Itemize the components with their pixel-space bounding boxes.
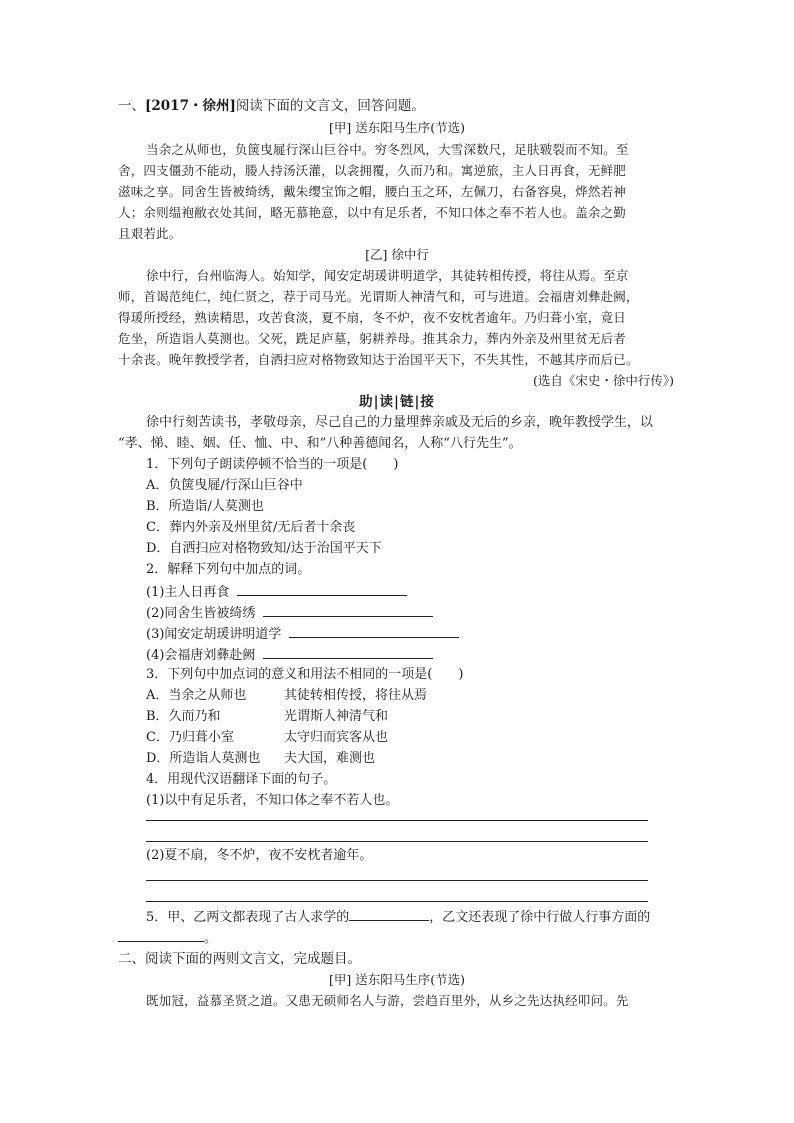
section-number: 一、 (118, 98, 145, 114)
answer-blank[interactable] (237, 581, 407, 596)
question-1-option-d: D．自洒扫应对格物致知/达于治国平天下 (146, 541, 382, 556)
question-2-item: (3)闻安定胡瑗讲明道学 (146, 623, 459, 645)
section-instruction: 阅读下面的文言文，回答问题。 (235, 98, 425, 114)
text-b-line: 徐中行，台州临海人。始知学，闻安定胡瑗讲明道学，其徒转相传授，将往从焉。至京 (146, 268, 629, 283)
question-5-continuation: 。 (118, 927, 217, 949)
text-a-line: 舍，四支僵劲不能动，媵人持汤沃灌，以衾拥覆，久而乃和。寓逆旅，主人日再食，无鲜肥 (118, 163, 627, 178)
reading-link-title: 助|读|链|接 (359, 394, 435, 410)
text-a-line: 滋味之享。同舍生皆被绮绣，戴朱缨宝饰之帽，腰白玉之环，左佩刀，右备容臭，烨然若神 (118, 184, 627, 199)
text-a-line: 当余之从师也，负箧曳屣行深山巨谷中。穷冬烈风，大雪深数尺，足肤皲裂而不知。至 (146, 142, 629, 157)
question-3-stem: 3．下列句中加点词的意义和用法不相同的一项是( ) (146, 667, 464, 682)
question-1-option-b: B．所造诣/人莫测也 (146, 499, 264, 514)
reading-link-line: 徐中行刻苦读书，孝敬母亲，尽己自己的力量埋葬亲戚及无后的乡亲，晚年教授学生，以 (146, 415, 654, 430)
section2-heading: 二、阅读下面的两则文言文，完成题目。 (118, 951, 361, 967)
reading-link-line: “孝、悌、睦、姻、任、恤、中、和”八种善德闻名，人称“八行先生”。 (118, 436, 522, 451)
answer-line[interactable] (146, 820, 648, 821)
question-2-item: (2)同舍生皆被绮绣 (146, 602, 433, 624)
question-2-item: (1)主人日再食 (146, 581, 407, 603)
question-4-sentence-2: (2)夏不扇，冬不炉，夜不安枕者逾年。 (146, 848, 373, 863)
text-b-line: 师，首谒范纯仁，纯仁贤之，荐于司马光。光谓斯人神清气和，可与进道。会福唐刘彝赴阙， (118, 289, 639, 304)
answer-blank[interactable] (349, 906, 429, 921)
answer-blank[interactable] (263, 644, 433, 659)
document-page: 一、[2017・徐州]阅读下面的文言文，回答问题。 [甲] 送东阳马生序(节选) 当余之从师也，负箧曳屣行深山巨谷中。穷冬烈风，大雪深数尺，足肤皲裂而不知。至 舍，四支僵劲不能动，媵人持汤沃灌，以衾拥覆，久而乃和。寓逆旅，主人日再食，无鲜肥 滋味之享。同舍生皆被绮绣，戴朱缨宝饰之帽，腰白玉之环，左佩刀，右备容臭，烨然若神 人；余则缊袍敝衣处其间，略无慕艳意，以中有足乐者，不知口体之奉不若人也。盖余之勤 且艰若此。 [乙] 徐中行 徐中行，台州临海人。始知学，闻安定胡瑗讲明道学，其徒转相传授，将往从焉。至京 师，首谒范纯仁，纯仁贤之，荐于司马光。光谓斯人神清气和，可与进道。会福唐刘彝赴阙， 得瑗所授经，熟读精思，攻苦食淡，夏不扇，冬不炉，夜不安枕者逾年。乃归葺小室，竟日 危坐，所造诣人莫测也。父死，跣足庐墓，躬耕养母。推其余力，葬内外亲及州里贫无后者 十余丧。晚年教授学者，自洒扫应对格物致知达于治国平天下，不失其性，不越其序而后已。 (选自《宋史・徐中行传》) 助|读|链|接 徐中行刻苦读书，孝敬母亲，尽己自己的力量埋葬亲戚及无后的乡亲，晚年教授学生，以 “孝、悌、睦、姻、任、恤、中、和”八种善德闻名，人称“八行先生”。 1．下列句子朗读停顿不恰当的一项是( ) A．负箧曳屣/行深山巨谷中 B．所造诣/人莫测也 C．葬内外亲及州里贫/无后者十余丧 D．自洒扫应对格物致知/达于治国平天下 2．解释下列句中加点的词。 (1)主人日再食 (2)同舍生皆被绮绣 (3)闻安定胡瑗讲明道学 (4)会福唐刘彝赴阙 3．下列句中加点词的意义和用法不相同的一项是( ) A．当余之从师也 其徒转相传授，将往从焉 B．久而乃和 光谓斯人神清气和 C．乃归葺小室 太守归而宾客从也 D．所造诣人莫测也 夫大国，难测也 4．用现代汉语翻译下面的句子。 (1)以中有足乐者，不知口体之奉不若人也。 (2)夏不扇，冬不炉，夜不安枕者逾年。 5．甲、乙两文都表现了古人求学的 ，乙文还表现了徐中行做人行事方面的 。 二、阅读下面的两则文言文，完成题目。 [甲] 送东阳马生序(节选) 既加冠，益慕圣贤之道。又患无硕师名人与游，尝趋百里外，从乡之先达执经叩问。先 (0, 0, 794, 1123)
text-b-line: 十余丧。晚年教授学者，自洒扫应对格物致知达于治国平天下，不失其性，不越其序而后已。 (118, 352, 639, 367)
answer-line[interactable] (146, 841, 648, 842)
text-a-line: 且艰若此。 (118, 226, 182, 241)
question-1-option-a: A．负箧曳屣/行深山巨谷中 (146, 478, 303, 493)
text-b-title: [乙] 徐中行 (365, 247, 429, 262)
section2-text-line: 既加冠，益慕圣贤之道。又患无硕师名人与游，尝趋百里外，从乡之先达执经叩问。先 (146, 993, 629, 1008)
exam-tag: [2017・徐州] (145, 98, 236, 114)
section2-text-title: [甲] 送东阳马生序(节选) (329, 972, 465, 987)
question-4-sentence-1: (1)以中有足乐者，不知口体之奉不若人也。 (146, 793, 399, 808)
question-2-item: (4)会福唐刘彝赴阙 (146, 644, 433, 666)
answer-blank[interactable] (118, 927, 204, 942)
text-a-line: 人；余则缊袍敝衣处其间，略无慕艳意，以中有足乐者，不知口体之奉不若人也。盖余之勤 (118, 205, 627, 220)
question-5-line: 5．甲、乙两文都表现了古人求学的 ，乙文还表现了徐中行做人行事方面的 (146, 906, 650, 928)
question-2-stem: 2．解释下列句中加点的词。 (146, 562, 311, 577)
text-b-source: (选自《宋史・徐中行传》) (532, 373, 674, 388)
section1-heading (118, 96, 425, 116)
answer-blank[interactable] (263, 602, 433, 617)
answer-blank[interactable] (289, 623, 459, 638)
answer-line[interactable] (146, 880, 648, 881)
text-a-title: [甲] 送东阳马生序(节选) (329, 120, 465, 135)
question-4-stem: 4．用现代汉语翻译下面的句子。 (146, 772, 337, 787)
text-b-line: 得瑗所授经，熟读精思，攻苦食淡，夏不扇，冬不炉，夜不安枕者逾年。乃归葺小室，竟日 (118, 310, 627, 325)
question-1-stem: 1．下列句子朗读停顿不恰当的一项是( ) (146, 457, 399, 472)
question-1-option-c: C．葬内外亲及州里贫/无后者十余丧 (146, 520, 356, 535)
text-b-line: 危坐，所造诣人莫测也。父死，跣足庐墓，躬耕养母。推其余力，葬内外亲及州里贫无后者 (118, 331, 627, 346)
answer-line[interactable] (146, 901, 648, 902)
